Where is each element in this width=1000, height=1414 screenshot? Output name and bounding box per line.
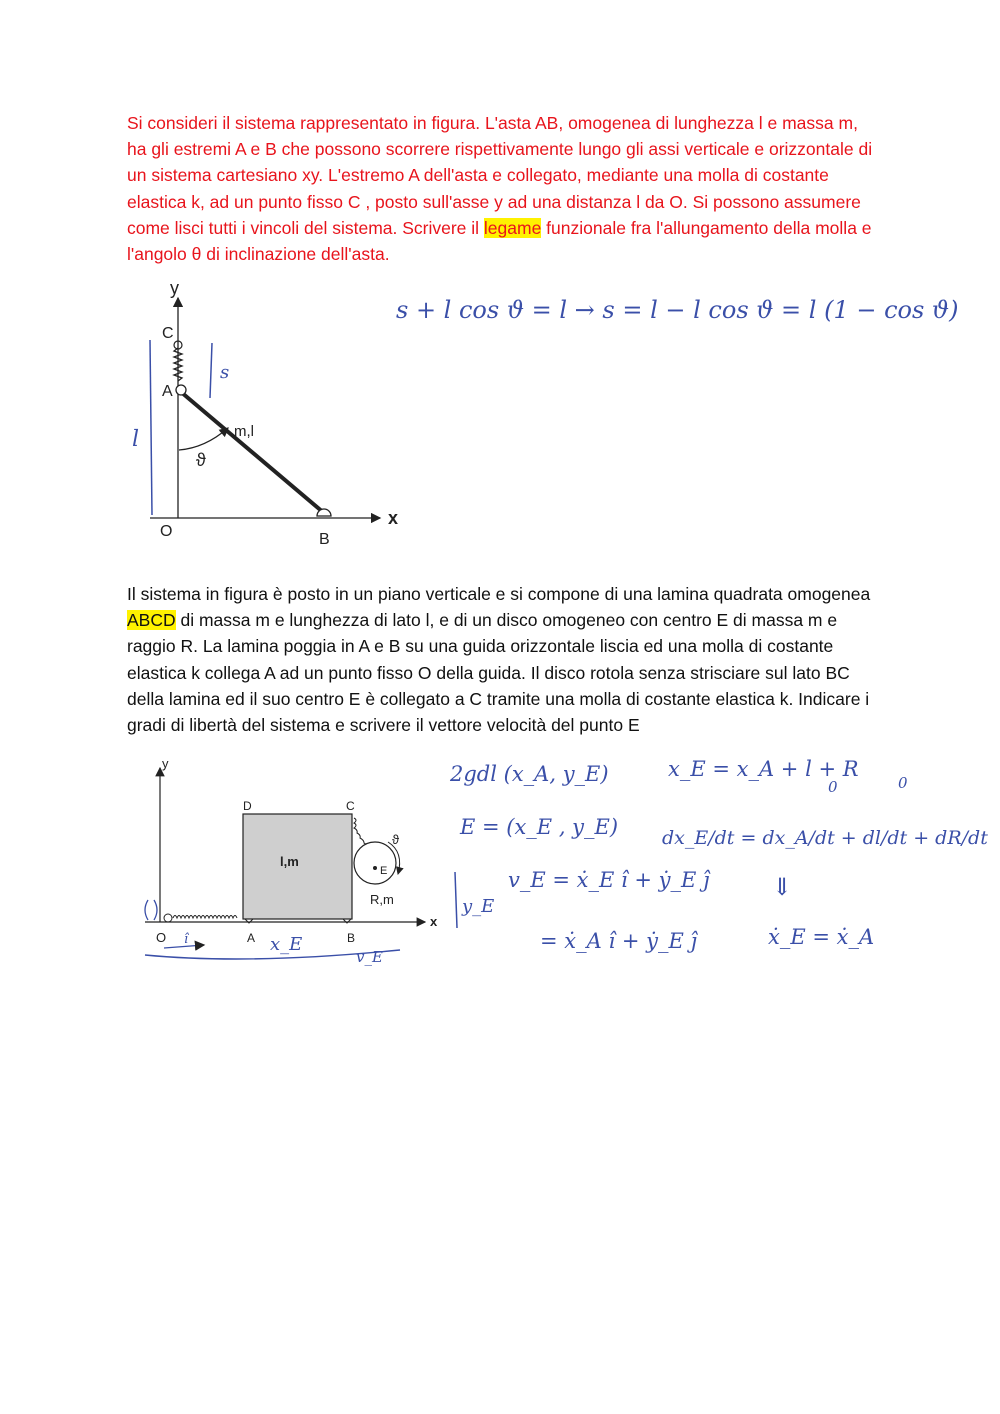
- fig2-handwritten-notes: [449, 757, 988, 953]
- fig1-label-a: A: [162, 383, 173, 400]
- fig2-fixed-point-o: [164, 914, 172, 922]
- hand-arrow-down: ⇓: [772, 873, 793, 901]
- fig1-angle-arc: [179, 428, 228, 450]
- hand-gdl: 2gdl (x_A, y_E): [450, 762, 609, 786]
- fig2-angle-label: ϑ: [392, 832, 400, 847]
- fig2-x-label: x: [430, 914, 438, 929]
- fig1-length-label: l: [132, 427, 140, 452]
- fig2-ye-label: y_E: [462, 896, 495, 917]
- fig2-label-c: C: [346, 799, 355, 813]
- hand-zero-2: 0: [898, 774, 908, 792]
- fig2-label-d: D: [243, 799, 252, 813]
- fig2-label-a: A: [247, 931, 256, 945]
- fig2-y-label: y: [162, 756, 169, 771]
- hand-derivative: dx_E/dt = dx_A/dt + dl/dt + dR/dt: [662, 827, 988, 849]
- fig1-s-bracket: [210, 343, 212, 398]
- fig2-ye-bracket: [455, 872, 457, 928]
- hand-velocity-2: = ẋ_A î + ẏ_E ĵ: [540, 929, 697, 953]
- fig2-origin-label: O: [156, 930, 167, 945]
- fig2-i-hat-label: î: [184, 932, 189, 947]
- figure1-rod-diagram: [132, 278, 398, 548]
- hand-coord-e: E = (x_E , y_E): [460, 815, 619, 839]
- fig2-disk-label: R,m: [370, 892, 394, 907]
- problem1-highlight: legame: [483, 217, 542, 238]
- fig2-plate-label: l,m: [280, 854, 299, 869]
- fig1-handwritten-equation: s + l cos ϑ = l → s = l − l cos ϑ = l (1 − cos ϑ): [396, 296, 959, 324]
- fig1-s-label: s: [220, 362, 230, 383]
- fig2-disk: [354, 842, 396, 884]
- fig1-y-label: y: [170, 278, 179, 298]
- fig2-spring-oa: [173, 916, 237, 919]
- fig1-x-label: x: [388, 508, 399, 528]
- fig1-slider-a: [176, 385, 186, 395]
- fig1-origin-label: O: [160, 523, 173, 540]
- fig1-length-bracket: [150, 340, 152, 515]
- fig1-label-c: C: [162, 325, 174, 342]
- problem2-highlight: ABCD: [127, 610, 176, 631]
- fig2-center-e: [373, 866, 377, 870]
- fig2-ve-label: v_E: [356, 948, 383, 966]
- fig2-bracket-left: [145, 900, 157, 920]
- problem2-text-after: di massa m e lunghezza di lato l, e di un disco omogeneo con centro E di massa m e raggio R. La lamina poggia in A e B su una guida orizzontale liscia ed una molla di costante elastica k collega A ad un punto fisso O della guida. Il disco rotola senza strisciare sul lato BC della lamina ed il suo centro E è collegato a C tramite una molla di costante elastica k. Indicare i gradi di libertà del sistema e scrivere il vettore velocità del punto E: [127, 610, 870, 736]
- figure2-plate-disk-diagram: [145, 756, 494, 966]
- hand-xe-equation: x_E = x_A + l + R: [668, 757, 859, 781]
- fig2-xe-label: x_E: [270, 934, 303, 955]
- hand-velocity: v_E = ẋ_E î + ẏ_E ĵ: [508, 868, 710, 892]
- hand-xe-dot: ẋ_E = ẋ_A: [768, 925, 875, 949]
- fig1-spring: [174, 348, 182, 381]
- problem2-text-before: Il sistema in figura è posto in un piano verticale e si compone di una lamina quadrata omogenea: [127, 584, 871, 604]
- fig1-label-b: B: [319, 531, 330, 548]
- problem1-text-before: Si consideri il sistema rappresentato in figura. L'asta AB, omogenea di lunghezza l e massa m, ha gli estremi A e B che possono scorrere rispettivamente lungo gli assi verticale e orizzontale di un sistema cartesiano xy. L'estremo A dell'asta e collegato, mediante una molla di costante elastica k, ad un punto fisso C , posto sull'asse y ad una distanza l da O. Si possono assumere come lisci tutti i vincoli del sistema. Scrivere il: [127, 113, 873, 238]
- fig2-label-b: B: [347, 931, 356, 945]
- fig1-angle-label: ϑ: [196, 450, 206, 470]
- fig1-mass-label: m,l: [234, 423, 254, 440]
- problem1-text-after: funzionale fra l'allungamento della molla e l'angolo θ di inclinazione dell'asta.: [127, 217, 872, 265]
- hand-zero-1: 0: [828, 778, 838, 796]
- fig2-label-e: E: [380, 865, 388, 877]
